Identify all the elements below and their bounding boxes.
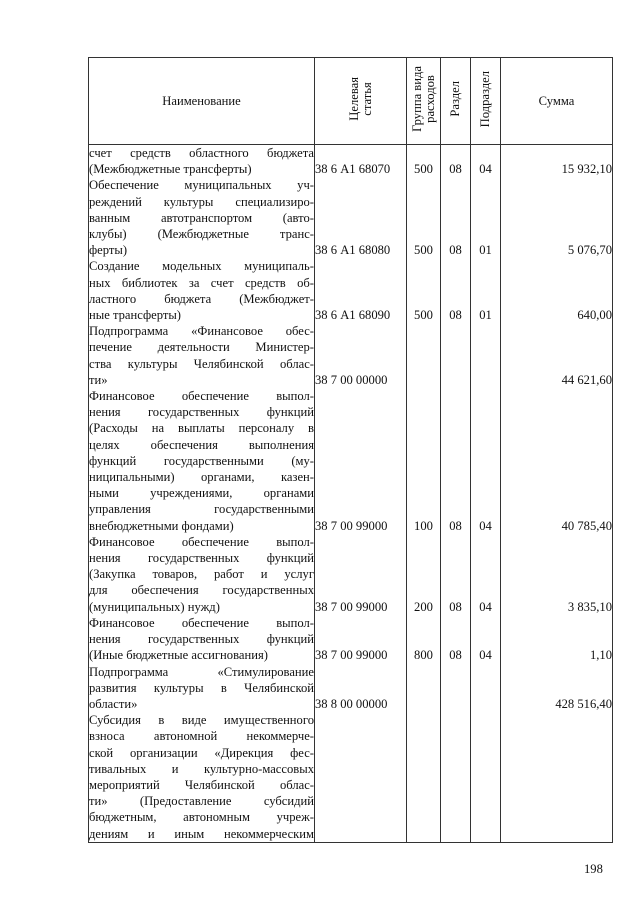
row-expense-group: 500: [407, 177, 441, 258]
row-name-line: нения государственных функций: [89, 632, 314, 647]
table-row: [89, 177, 613, 258]
row-name-line: ти» (Предоставление субсидий: [89, 794, 314, 809]
row-name-line: нения государственных функций: [89, 405, 314, 420]
row-name: [89, 712, 315, 842]
row-name-line: развития культуры в Челябинской: [89, 680, 314, 695]
row-section: 08: [441, 615, 471, 664]
row-name: [89, 145, 315, 178]
row-target-code: 38 6 А1 68080: [315, 177, 407, 258]
row-name-line: реждений культуры специализиро-: [89, 194, 314, 209]
row-target-code: [315, 712, 407, 842]
row-name-line: клубы) (Межбюджетные транс-: [89, 227, 314, 242]
row-subsection: 01: [471, 177, 501, 258]
row-name: [89, 534, 315, 615]
row-section: [441, 323, 471, 388]
row-expense-group: 500: [407, 145, 441, 178]
row-name-line: (Иные бюджетные ассигнования): [89, 648, 268, 663]
row-sum: 3 835,10: [501, 534, 613, 615]
row-name-line: нения государственных функций: [89, 551, 314, 566]
row-name-line: мероприятий Челябинской облас-: [89, 777, 314, 792]
row-name-line: ти»: [89, 372, 108, 387]
row-target-code: 38 7 00 00000: [315, 323, 407, 388]
row-name-line: печение деятельности Министер-: [89, 340, 314, 355]
row-sum: [501, 712, 613, 842]
row-name-line: области»: [89, 696, 138, 711]
row-sum: 5 076,70: [501, 177, 613, 258]
row-name-line: ниципальными) органами, казен-: [89, 470, 314, 485]
row-name-line: ванным автотранспортом (авто-: [89, 210, 314, 225]
row-name-line: (Закупка товаров, работ и услуг: [89, 567, 314, 582]
header-name: Наименование: [89, 58, 315, 145]
row-name-line: ства культуры Челябинской облас-: [89, 356, 314, 371]
row-name-line: ферты): [89, 243, 128, 258]
row-name-line: Финансовое обеспечение выпол-: [89, 389, 314, 404]
table-row: [89, 145, 613, 178]
row-section: [441, 664, 471, 713]
row-sum: 44 621,60: [501, 323, 613, 388]
header-group: Группа вида расходов: [407, 58, 441, 145]
row-name-line: ластного бюджета (Межбюджет-: [89, 291, 314, 306]
row-name: [89, 388, 315, 534]
row-name-line: дениям и иным некоммерческим: [89, 826, 314, 841]
row-section: 08: [441, 145, 471, 178]
header-subsection: Подраздел: [471, 58, 501, 145]
row-subsection: 04: [471, 145, 501, 178]
row-subsection: 04: [471, 388, 501, 534]
table-row: [89, 323, 613, 388]
row-target-code: 38 6 А1 68090: [315, 258, 407, 323]
row-expense-group: 800: [407, 615, 441, 664]
header-sum: Сумма: [501, 58, 613, 145]
row-expense-group: 100: [407, 388, 441, 534]
row-name-line: внебюджетными фондами): [89, 518, 234, 533]
row-name-line: Подпрограмма «Финансовое обес-: [89, 324, 314, 339]
row-target-code: 38 8 00 00000: [315, 664, 407, 713]
row-target-code: 38 7 00 99000: [315, 534, 407, 615]
header-code: Целевая статья: [315, 58, 407, 145]
row-name-line: Обеспечение муниципальных уч-: [89, 178, 314, 193]
row-name: [89, 664, 315, 713]
header-section: Раздел: [441, 58, 471, 145]
row-sum: 428 516,40: [501, 664, 613, 713]
row-name-line: (муниципальных) нужд): [89, 599, 220, 614]
table-header-row: [89, 58, 613, 145]
row-target-code: 38 7 00 99000: [315, 615, 407, 664]
row-subsection: [471, 323, 501, 388]
row-expense-group: [407, 712, 441, 842]
row-name-line: Финансовое обеспечение выпол-: [89, 534, 314, 549]
row-expense-group: 500: [407, 258, 441, 323]
row-subsection: 04: [471, 534, 501, 615]
budget-table: [88, 57, 613, 843]
row-name-line: управления государственными: [89, 502, 314, 517]
row-subsection: [471, 712, 501, 842]
row-expense-group: [407, 664, 441, 713]
row-expense-group: 200: [407, 534, 441, 615]
row-section: 08: [441, 177, 471, 258]
row-name: [89, 615, 315, 664]
table-row: [89, 664, 613, 713]
table-row: [89, 712, 613, 842]
row-target-code: 38 6 А1 68070: [315, 145, 407, 178]
page-number: 198: [584, 862, 603, 876]
row-name: [89, 177, 315, 258]
row-name-line: функций государственными (му-: [89, 453, 314, 468]
row-subsection: 04: [471, 615, 501, 664]
row-name-line: целях обеспечения выполнения: [89, 437, 314, 452]
row-section: [441, 712, 471, 842]
row-subsection: [471, 664, 501, 713]
row-section: 08: [441, 388, 471, 534]
table-row: [89, 534, 613, 615]
row-name-line: ные трансферты): [89, 308, 182, 323]
table-row: [89, 388, 613, 534]
row-target-code: 38 7 00 99000: [315, 388, 407, 534]
row-section: 08: [441, 258, 471, 323]
row-expense-group: [407, 323, 441, 388]
row-name-line: ской организации «Дирекция фес-: [89, 745, 314, 760]
row-name-line: ных библиотек за счет средств об-: [89, 275, 314, 290]
row-name-line: Субсидия в виде имущественного: [89, 713, 314, 728]
row-name: [89, 323, 315, 388]
row-name-line: Подпрограмма «Стимулирование: [89, 664, 314, 679]
row-name-line: Создание модельных муниципаль-: [89, 259, 314, 274]
row-name-line: тивальных и культурно-массовых: [89, 761, 314, 776]
row-name-line: (Межбюджетные трансферты): [89, 162, 252, 177]
table-body: [89, 145, 613, 843]
row-subsection: 01: [471, 258, 501, 323]
row-sum: 1,10: [501, 615, 613, 664]
row-sum: 15 932,10: [501, 145, 613, 178]
row-sum: 40 785,40: [501, 388, 613, 534]
row-name-line: (Расходы на выплаты персоналу в: [89, 421, 314, 436]
row-name-line: бюджетным, автономным учреж-: [89, 810, 314, 825]
row-name: [89, 258, 315, 323]
row-name-line: ными учреждениями, органами: [89, 486, 314, 501]
row-name-line: Финансовое обеспечение выпол-: [89, 615, 314, 630]
row-name-line: счет средств областного бюджета: [89, 146, 314, 160]
row-name-line: взноса автономной некоммерче-: [89, 729, 314, 744]
row-name-line: для обеспечения государственных: [89, 583, 314, 598]
row-section: 08: [441, 534, 471, 615]
table-row: [89, 258, 613, 323]
table-row: [89, 615, 613, 664]
row-sum: 640,00: [501, 258, 613, 323]
